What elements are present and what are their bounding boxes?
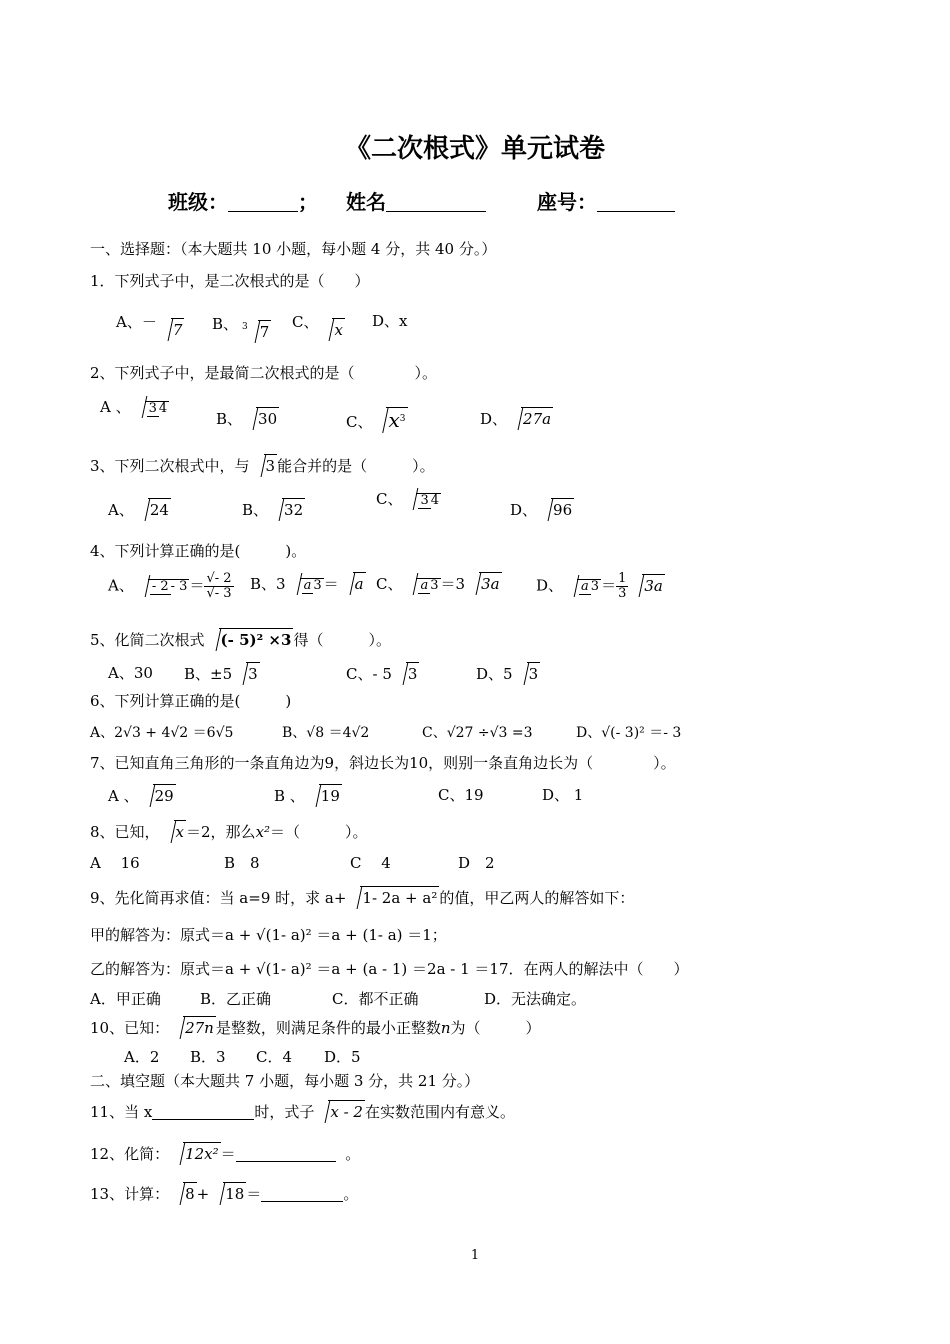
q6-option-c: C、√27 ÷√3 =3: [422, 725, 533, 741]
q9-option-c: C．都不正确: [332, 990, 419, 1008]
question-5-stem: 5、化简二次根式 (- 5)² ×3 得（ ）。: [90, 628, 391, 651]
q4-option-a: A、 - 2 - 3 ＝ $\frac{√- 2}{√- 3}$: [108, 571, 232, 601]
q3-option-d: D、 96: [510, 498, 574, 521]
q9-jia-solution: 甲的解答为：原式＝a + √(1- a)² ＝a + (1- a) ＝1；: [90, 926, 447, 944]
question-11: 11、当 x 时，式子 x - 2 在实数范围内有意义。: [90, 1100, 515, 1123]
seat-label: 座号：: [537, 190, 597, 214]
q9-option-d: D．无法确定。: [484, 990, 587, 1008]
q10-option-b: B．3: [190, 1048, 226, 1066]
q10-option-a: A．2: [124, 1048, 160, 1066]
question-7-stem: 7、已知直角三角形的一条直角边为9，斜边长为10，则别一条直角边长为（ ）。: [90, 754, 676, 772]
q13-answer-blank[interactable]: [261, 1183, 343, 1202]
class-blank[interactable]: [228, 193, 298, 212]
q8-option-c: C 4: [350, 854, 391, 872]
seat-blank[interactable]: [597, 193, 675, 212]
q7-option-a: A 、 29: [108, 784, 176, 807]
class-separator: ；: [298, 190, 318, 214]
q1-option-b: B、 $^3$ 7: [212, 315, 270, 341]
q6-option-a: A、2√3 + 4√2 ＝6√5: [90, 725, 234, 741]
question-9-stem: 9、先化简再求值：当 a=9 时，求 a+ 1- 2a + a² 的值，甲乙两人的解答如下：: [90, 886, 634, 909]
question-1-stem: 1．下列式子中，是二次根式的是（ ）: [90, 272, 370, 290]
section-fill-heading: 二、填空题（本大题共 7 小题，每小题 3 分，共 21 分。）: [90, 1072, 480, 1090]
q8-option-a: A 16: [90, 854, 140, 872]
question-10-stem: 10、已知： 27n 是整数，则满足条件的最小正整数n为（ ）: [90, 1016, 541, 1039]
q5-option-b: B、±5 3: [184, 662, 260, 685]
q9-yi-solution: 乙的解答为：原式＝a + √(1- a)² ＝a + (a - 1) ＝2a - 1 ＝17．在两人的解法中（ ）: [90, 960, 689, 978]
q8-option-b: B 8: [224, 854, 260, 872]
page-number: 1: [470, 1248, 480, 1263]
seat-field: [537, 186, 675, 215]
name-blank[interactable]: [386, 193, 486, 212]
q12-answer-blank[interactable]: [236, 1143, 336, 1162]
q7-option-c: C、19: [438, 786, 484, 804]
q3-option-c: C、 3 4: [376, 490, 440, 508]
class-label: 班级：: [168, 190, 228, 214]
q10-option-c: C．4: [256, 1048, 293, 1066]
section-choice-heading: 一、选择题：（本大题共 10 小题，每小题 4 分，共 40 分。）: [90, 240, 497, 258]
q9-option-a: A．甲正确: [90, 990, 161, 1008]
q5-option-a: A、30: [108, 664, 153, 682]
q6-option-b: B、√8 ＝4√2: [282, 725, 370, 741]
name-label: 姓名: [346, 190, 386, 214]
q2-option-c: C、 $x^3$: [346, 408, 406, 432]
q2-option-a: A 、 3 4: [100, 398, 168, 416]
q5-option-d: D、5 3: [476, 662, 540, 685]
q1-option-d: D、x: [372, 312, 408, 330]
question-6-stem: 6、下列计算正确的是( ): [90, 692, 292, 710]
q3-option-b: B、 32: [242, 498, 305, 521]
q7-option-d: D、 1: [542, 786, 584, 804]
exam-title: 《二次根式》单元试卷: [344, 134, 605, 164]
question-12: 12、化简： 12x² ＝ 。: [90, 1142, 360, 1165]
q8-option-d: D 2: [458, 854, 495, 872]
q4-option-d: D、 a 3 ＝ $\frac{1}{3}$ 3a: [536, 571, 663, 601]
q2-option-d: D、 27a: [480, 407, 553, 430]
q6-option-d: D、√(- 3)² ＝- 3: [576, 725, 682, 741]
q9-option-b: B．乙正确: [200, 990, 272, 1008]
question-2-stem: 2、下列式子中，是最简二次根式的是（ ）。: [90, 364, 438, 382]
question-3-stem: 3、下列二次根式中，与 3 能合并的是（ ）。: [90, 454, 435, 477]
q7-option-b: B 、 19: [274, 784, 342, 807]
q10-option-d: D．5: [324, 1048, 361, 1066]
question-13: 13、计算： 8 + 18 ＝ 。: [90, 1182, 358, 1205]
question-4-stem: 4、下列计算正确的是( )。: [90, 542, 307, 560]
q4-option-c: C、 a 3 ＝3 3a: [376, 572, 502, 595]
q1-option-a: A、－ 7: [116, 313, 183, 339]
q2-option-b: B、 30: [216, 407, 279, 430]
q3-option-a: A、 24: [108, 498, 171, 521]
class-field: [168, 186, 318, 215]
q11-answer-blank[interactable]: [152, 1101, 254, 1120]
name-field: [346, 186, 486, 215]
q5-option-c: C、- 5 3: [346, 662, 419, 685]
q1-option-c: C、 x: [292, 313, 343, 339]
q4-option-b: B、3 a 3 ＝ a: [250, 572, 366, 595]
question-8-stem: 8、已知， x ＝2，那么x²＝（ ）。: [90, 820, 368, 843]
